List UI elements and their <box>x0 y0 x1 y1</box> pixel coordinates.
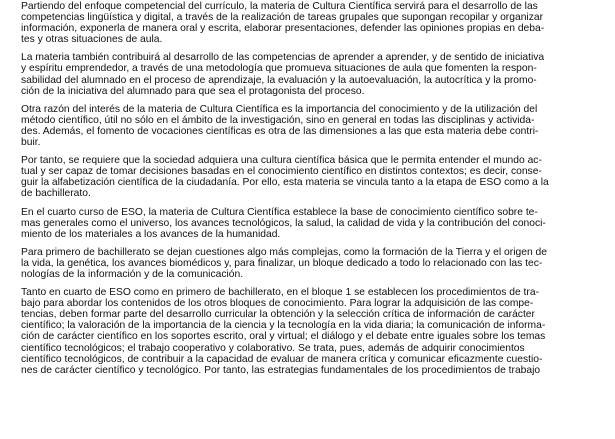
paragraph-line: Para primero de bachillerato se dejan cuestiones algo más complejas, como la formación de la Tierra y el origen de <box>21 246 547 258</box>
paragraph-line: mas generales como el universo, los avances tecnológicos, la salud, la calidad de vida y la contribución del conoci- <box>21 217 546 229</box>
paragraph-line: tencias, deben formar parte del desarrollo curricular la obtención y la selección crítica de información de carácter <box>21 309 535 321</box>
paragraph-line: Tanto en cuarto de ESO como en primero de bachillerato, en el bloque 1 se establecen los procedimientos de tra- <box>21 287 540 299</box>
paragraph-2 <box>21 52 609 96</box>
paragraph-line: información, exponerla de manera oral y escrita, elaborar presentaciones, defender las opiniones propias en deba- <box>21 23 545 35</box>
paragraph-4 <box>21 155 609 199</box>
paragraph-line: método científico, útil no sólo en el ámbito de la investigación, sino en general en todas las disciplinas y activida- <box>21 114 535 126</box>
paragraph-line: La materia también contribuirá al desarrollo de las competencias de aprender a aprender, y de sentido de iniciativa <box>21 52 545 64</box>
paragraph-line: tes y otras situaciones de aula. <box>21 34 163 46</box>
paragraph-line: des. Además, el fomento de vocaciones científicas es otra de las dimensiones a las que esta materia debe contri- <box>21 125 539 137</box>
paragraph-line: Por tanto, se requiere que la sociedad adquiera una cultura científica básica que le permita entender el mundo ac- <box>21 155 542 167</box>
paragraph-line: guir la alfabetización científica de la ciudadanía. Por ello, esta materia se vincula tanto a la etapa de ESO como a la <box>21 177 549 189</box>
paragraph-line: tual y ser capaz de tomar decisiones basadas en el conocimiento científico en distintos contextos; es decir, conse- <box>21 166 542 178</box>
paragraph-line: y espíritu emprendedor, a través de una metodología que promueva situaciones de aula que fomenten la respon- <box>21 63 537 75</box>
paragraph-line: competencias lingüística y digital, a través de la realización de tareas grupales que supongan recopilar y organizar <box>21 12 544 24</box>
paragraph-6 <box>21 247 609 280</box>
paragraph-line: la vida, la genética, los avances biomédicos y, para finalizar, un bloque dedicado a todo lo relacionado con las tec- <box>21 257 543 269</box>
document-page <box>21 1 609 439</box>
paragraph-line: científico; la valoración de la importancia de la ciencia y la tecnología en la vida diaria; la comunicación de informa- <box>21 320 546 332</box>
paragraph-line: sabilidad del alumnado en el proceso de aprendizaje, la evaluación y la autoevaluación, la autocrítica y la promo- <box>21 74 537 86</box>
paragraph-line: buir. <box>21 137 41 149</box>
paragraph-line: científico tecnológicos, de contribuir a la capacidad de evaluar de manera crítica y comunicar eficazmente cuestio- <box>21 353 543 365</box>
paragraph-line: En el cuarto curso de ESO, la materia de Cultura Científica establece la base de conocimiento científico sobre te- <box>21 206 538 218</box>
paragraph-line: Otra razón del interés de la materia de Cultura Científica es la importancia del conocimiento y de la utilización del <box>21 103 538 115</box>
paragraph-7 <box>21 287 609 376</box>
paragraph-line: nes de carácter científico y tecnológico. Por tanto, las estrategias fundamentales de los procedimientos de trabajo <box>21 364 541 376</box>
paragraph-line: Partiendo del enfoque competencial del currículo, la materia de Cultura Científica servirá para el desarrollo de las <box>21 1 538 12</box>
paragraph-5 <box>21 207 609 240</box>
paragraph-line: ción de carácter científico en los soportes escrito, oral y virtual; el diálogo y el debate entre iguales sobre los temas <box>21 331 546 343</box>
paragraph-line: nologías de la información y de la comunicación. <box>21 268 244 280</box>
paragraph-line: miento de los materiales a los avances de la humanidad. <box>21 228 281 240</box>
paragraph-line: científico tecnológicos; el trabajo cooperativo y colaborativo. Se trata, pues, además de adquirir conocimientos <box>21 342 525 354</box>
paragraph-1 <box>21 1 609 45</box>
paragraph-line: bajo para abordar los contenidos de los otros bloques de conocimiento. Para lograr la adquisición de las compe- <box>21 298 534 310</box>
paragraph-line: de bachillerato. <box>21 188 91 200</box>
paragraph-3 <box>21 104 609 148</box>
paragraph-line: ción de la iniciativa del alumnado para que sea el protagonista del proceso. <box>21 85 365 97</box>
